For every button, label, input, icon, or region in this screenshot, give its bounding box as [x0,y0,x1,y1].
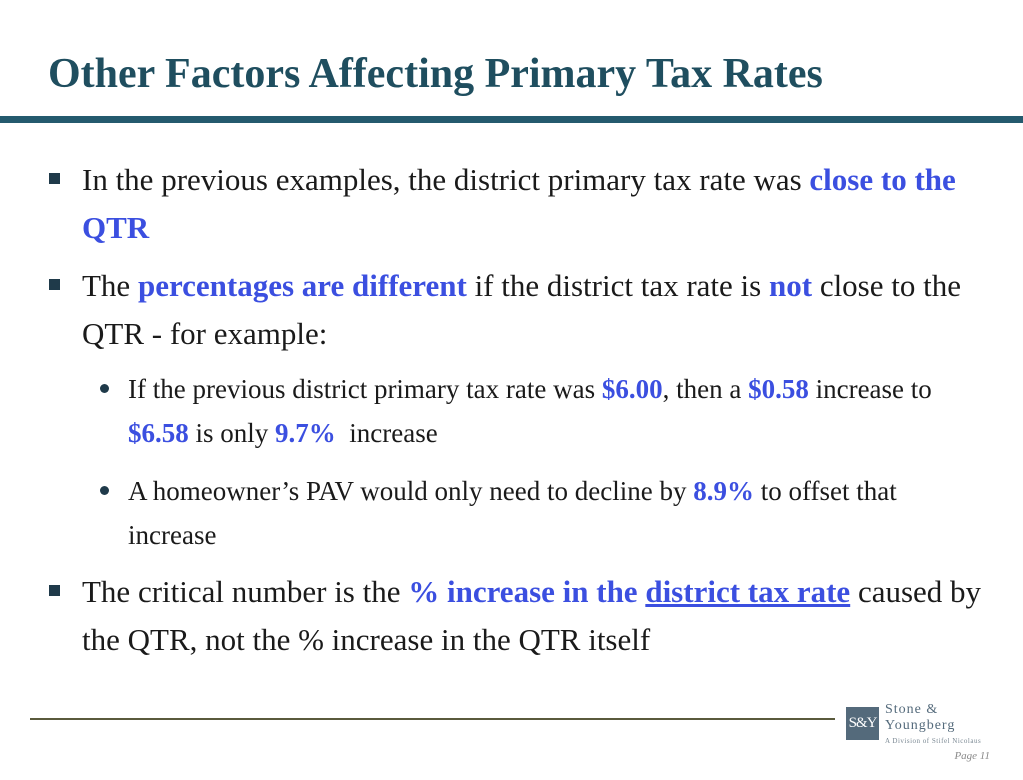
bullet-text: to offset that increase [128,476,897,550]
bullet-text: The [82,268,138,303]
round-bullet-icon [100,486,109,495]
bullet-text: increase to [808,374,932,404]
square-bullet-icon [49,279,60,290]
highlight-text: 8.9% [693,476,754,506]
slide-title: Other Factors Affecting Primary Tax Rates [48,51,823,97]
bullet-text: , then a [662,374,749,404]
highlight-text: $6.58 [128,418,189,448]
bullet-item [82,262,987,358]
bullet-text: A homeowner’s PAV would only need to decline by [128,476,694,506]
logo-name [885,702,955,734]
highlight-text: close to the QTR [82,162,956,245]
logo-subtitle: A Division of Stifel Nicolaus [885,737,982,745]
bullet-text: caused by the QTR, not the % increase in the QTR itself [82,574,982,657]
bullet-item [82,156,987,252]
bullet-text: increase [335,418,438,448]
highlight-text: $0.58 [748,374,809,404]
sub-bullet-item [128,367,988,455]
bullet-text: The critical number is the [82,574,409,609]
sub-bullet-item [128,469,988,557]
bullet-text: In the previous examples, the district primary tax rate was [82,162,810,197]
page-number: Page 11 [954,750,990,762]
bullet-text: is only [188,418,276,448]
logo-name-line2: Youngberg [885,718,956,733]
highlight-text: 9.7% [275,418,336,448]
logo-mark: S&Y [846,707,879,740]
highlight-text: $6.00 [601,374,663,404]
square-bullet-icon [49,585,60,596]
square-bullet-icon [49,173,60,184]
title-rule [0,116,1023,123]
highlight-underlined-text: district tax rate [645,574,851,609]
highlight-text: not [768,268,813,303]
bullet-text: If the previous district primary tax rate was [128,374,602,404]
footer-rule [30,718,835,720]
round-bullet-icon [100,384,109,393]
logo-name-line1: Stone & [885,702,939,717]
highlight-text: percentages are different [137,268,467,303]
bullet-item [82,568,987,664]
highlight-text: % increase in the [408,574,646,609]
bullet-text: close to the QTR - for example: [82,268,961,351]
bullet-text: if the district tax rate is [466,268,769,303]
